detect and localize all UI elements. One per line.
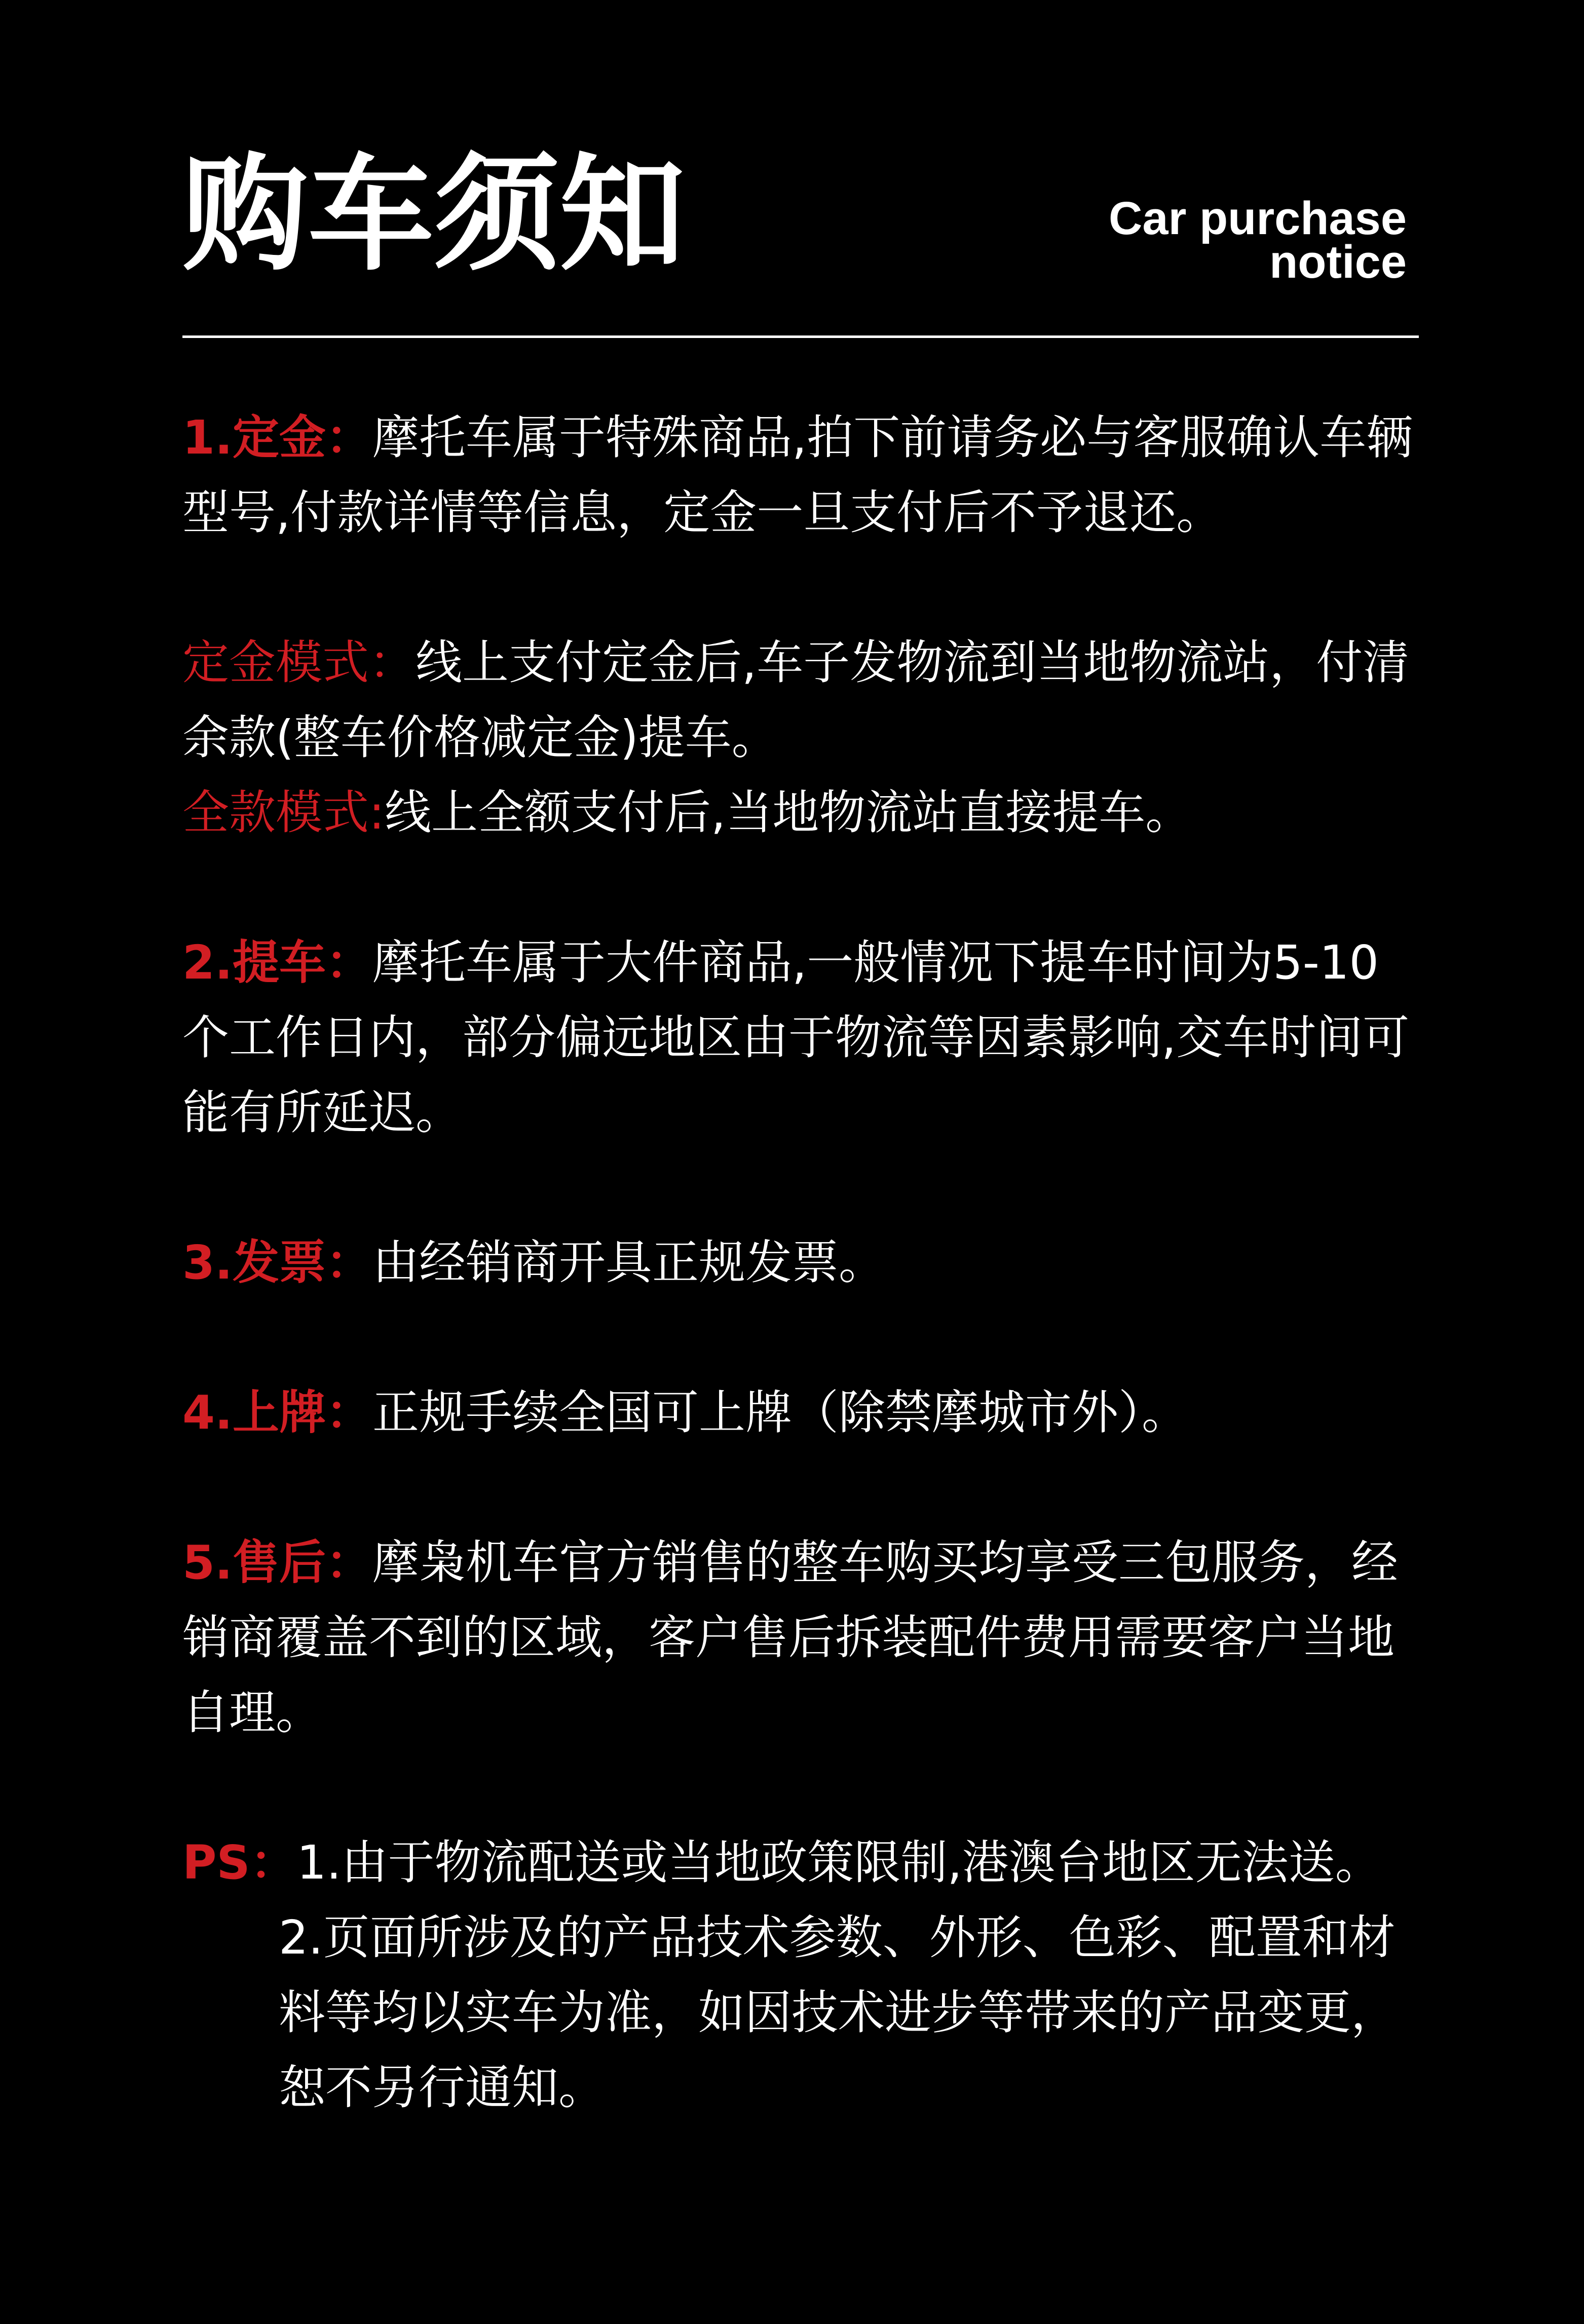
section-full-mode-text: 线上全额支付后,当地物流站直接提车。: [385, 785, 1192, 840]
section-aftersale: [182, 1525, 1419, 1750]
spacer: [182, 850, 1419, 925]
section-invoice-text: 由经销商开具正规发票。: [372, 1235, 885, 1290]
section-plate: [182, 1375, 1419, 1450]
section-deposit-mode-label: 定金模式：: [182, 635, 416, 690]
section-deposit-mode-text: 线上支付定金后,车子发物流到当地物流站，付清余款(整车价格减定金)提车。: [182, 635, 1410, 765]
section-full-mode-label: 全款模式:: [182, 785, 385, 840]
notice-content: [182, 400, 1419, 2125]
section-deposit: [182, 400, 1419, 550]
section-ps-item-1-text: 1.由于物流配送或当地政策限制,港澳台地区无法送。: [296, 1835, 1382, 1890]
subtitle-line-2: notice: [1269, 236, 1407, 288]
section-deposit-label: 1.定金：: [182, 410, 372, 465]
spacer: [182, 550, 1419, 625]
spacer: [182, 1450, 1419, 1525]
section-plate-label: 4.上牌：: [182, 1385, 372, 1440]
section-deposit-text: 摩托车属于特殊商品,拍下前请务必与客服确认车辆型号,付款详情等信息，定金一旦支付后不予退还。: [182, 410, 1413, 540]
section-ps-item-2-text: 2.页面所涉及的产品技术参数、外形、色彩、配置和材料等均以实车为准，如因技术进步等带来的产品变更，恕不另行通知。: [279, 1910, 1398, 2115]
page-subtitle: [1108, 193, 1407, 288]
section-aftersale-text: 摩枭机车官方销售的整车购买均享受三包服务，经销商覆盖不到的区域，客户售后拆装配件费用需要客户当地自理。: [182, 1535, 1398, 1740]
section-full-mode: [182, 775, 1419, 850]
section-plate-text: 正规手续全国可上牌（除禁摩城市外）。: [372, 1385, 1188, 1440]
page-title: 购车须知: [182, 142, 685, 288]
section-pickup-label: 2.提车：: [182, 935, 372, 990]
header-divider: [182, 335, 1419, 338]
spacer: [182, 1300, 1419, 1375]
section-invoice: [182, 1225, 1419, 1300]
spacer: [182, 1750, 1419, 1825]
section-deposit-mode: [182, 625, 1419, 775]
section-ps-label: PS：: [182, 1835, 297, 1890]
section-pickup-text: 摩托车属于大件商品,一般情况下提车时间为5-10个工作日内，部分偏远地区由于物流等因素影响,交车时间可能有所延迟。: [182, 935, 1410, 1140]
subtitle-line-1: Car purchase: [1108, 193, 1407, 244]
section-aftersale-label: 5.售后：: [182, 1535, 372, 1590]
section-pickup: [182, 925, 1419, 1150]
section-ps-item-1: [182, 1825, 1419, 1900]
section-ps-item-2: [182, 1900, 1419, 2125]
spacer: [182, 1150, 1419, 1225]
section-invoice-label: 3.发票：: [182, 1235, 372, 1290]
